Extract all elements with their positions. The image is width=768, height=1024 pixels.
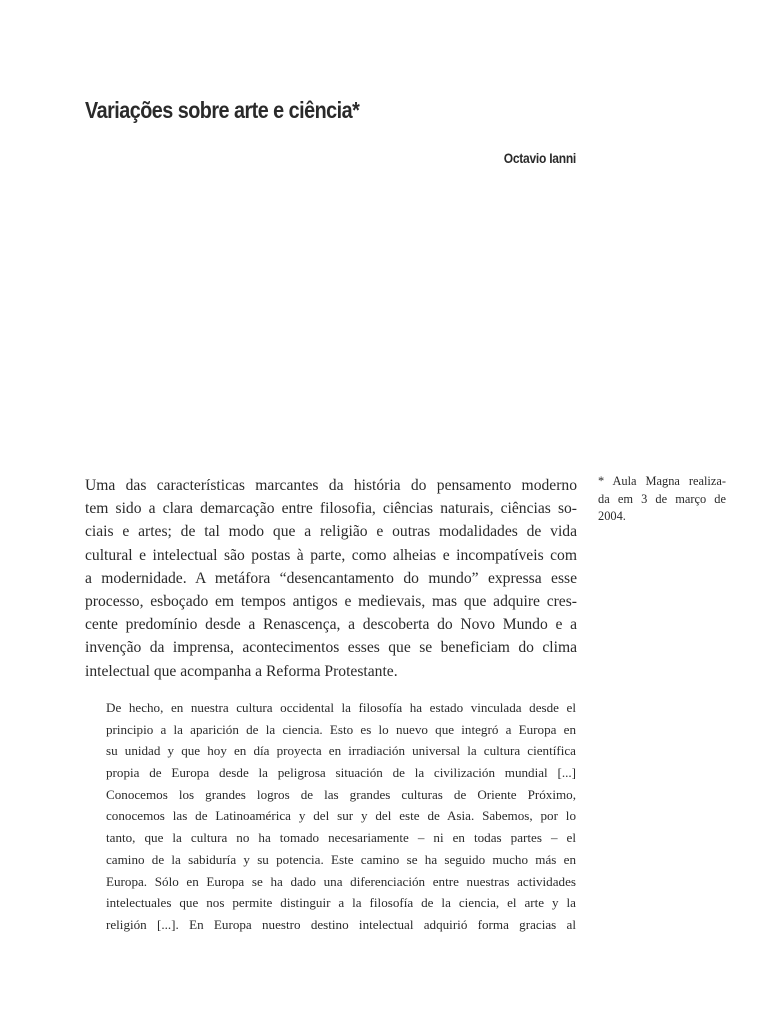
quote-line: principio a la aparición de la ciencia. Esto es lo nuevo que integró a Europa en xyxy=(106,721,576,737)
quote-line: De hecho, en nuestra cultura occidental la filosofía ha estado vinculada desde el xyxy=(106,700,576,715)
quote-line: propia de Europa desde la peligrosa situación de la civilización mundial [...] xyxy=(106,765,576,781)
footnote-line: 2004. xyxy=(598,509,626,523)
footnote xyxy=(598,473,726,526)
main-paragraph-line: processo, esboçado em tempos antigos e medievais, mas que adquire cres- xyxy=(85,592,577,610)
main-paragraph-line: intelectual que acompanha a Reforma Protestante. xyxy=(85,662,398,680)
main-paragraph-line: cultural e intelectual são postas à parte, como alheias e incompatíveis com xyxy=(85,546,577,564)
main-paragraph-line: ciais e artes; de tal modo que a religião e outras modalidades de vida xyxy=(85,523,577,541)
main-paragraph xyxy=(85,474,577,683)
quote-line: religión [...]. En Europa nuestro destino intelectual adquirió forma gracias al xyxy=(106,916,576,932)
block-quote xyxy=(106,697,576,936)
footnote-line: * Aula Magna realiza- xyxy=(598,474,726,488)
footnote-line: da em 3 de março de xyxy=(598,491,726,506)
quote-line: intelectuales que nos permite distinguir a la filosofía de la ciencia, el arte y la xyxy=(106,895,576,911)
main-paragraph-line: tem sido a clara demarcação entre filosofia, ciências naturais, ciências so- xyxy=(85,500,577,518)
article-title: Variações sobre arte e ciência* xyxy=(85,97,360,123)
quote-line: Europa. Sólo en Europa se ha dado una diferenciación entre nuestras actividades xyxy=(106,873,576,889)
main-paragraph-line: cente predomínio desde a Renascença, a descoberta do Novo Mundo e a xyxy=(85,616,577,634)
quote-line: camino de la sabiduría y su potencia. Este camino se ha seguido mucho más en xyxy=(106,851,576,867)
main-paragraph-line: Uma das características marcantes da história do pensamento moderno xyxy=(85,477,577,494)
quote-line: Conocemos los grandes logros de las grandes culturas de Oriente Próximo, xyxy=(106,786,576,802)
main-paragraph-line: invenção da imprensa, acontecimentos esses que se beneficiam do clima xyxy=(85,639,577,657)
quote-line: conocemos las de Latinoamérica y del sur y del este de Asia. Sabemos, por lo xyxy=(106,808,576,824)
quote-line: su unidad y que hoy en día proyecta en irradiación universal la cultura científica xyxy=(106,743,576,759)
main-paragraph-line: a modernidade. A metáfora “desencantamento do mundo” expressa esse xyxy=(85,569,577,587)
article-author: Octavio Ianni xyxy=(503,150,576,166)
quote-line: tanto, que la cultura no ha tomado necesariamente – ni en todas partes – el xyxy=(106,830,576,846)
